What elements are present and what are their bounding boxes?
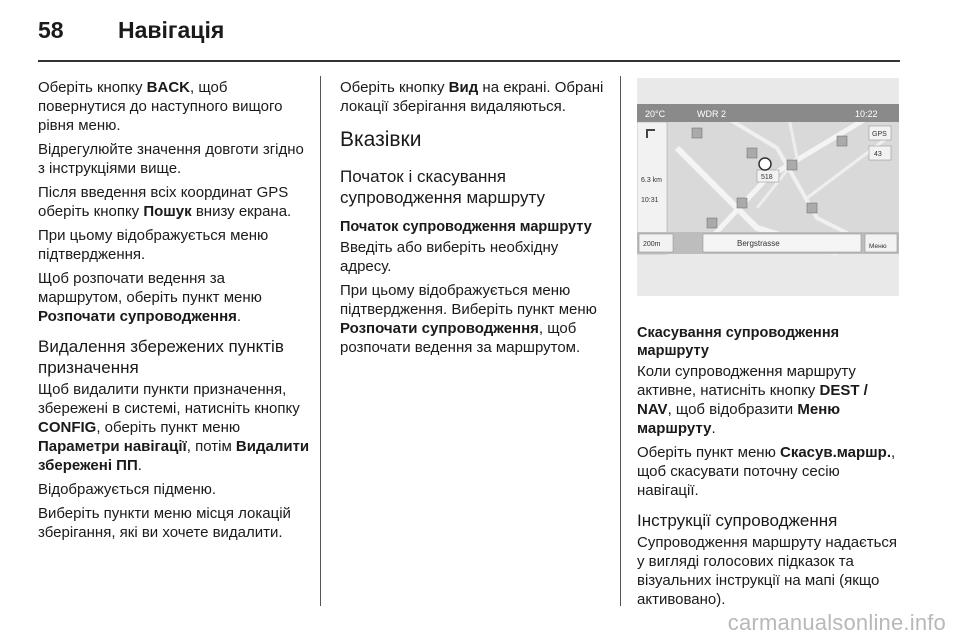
poi-icon [807, 203, 817, 213]
poi-icon [787, 160, 797, 170]
heading-cancel-guidance: Скасування супроводження маршруту [637, 325, 840, 359]
vehicle-position-icon [759, 158, 771, 170]
paragraph: Виберіть пункти меню місця локацій зберігання, які ви хочете видалити. [38, 505, 291, 541]
navigation-map-screenshot [637, 78, 899, 296]
header-rule [38, 60, 900, 62]
poi-icon [692, 128, 702, 138]
paragraph: Введіть або виберіть необхідну адресу. [340, 239, 559, 275]
paragraph: Щоб розпочати ведення за маршрутом, оберіть пункт меню Розпочати супроводження. [38, 270, 262, 325]
road-43-label: 43 [874, 151, 882, 158]
paragraph: Оберіть пункт меню Скасув.маршр., щоб скасувати поточну сесію навігації. [637, 444, 896, 499]
road-518-label: 518 [761, 174, 773, 181]
map-illustration [637, 78, 899, 296]
paragraph: При цьому відображується меню підтвердження. [38, 227, 269, 263]
map-menu-label: Меню [869, 243, 887, 250]
paragraph: Після введення всіх координат GPS оберіть кнопку Пошук внизу екрана. [38, 184, 292, 220]
street-name-box [703, 234, 861, 252]
paragraph: Відображується підменю. [38, 481, 217, 498]
street-name: Bergstrasse [737, 239, 780, 248]
column-2 [340, 78, 610, 362]
poi-icon [707, 218, 717, 228]
poi-icon [737, 198, 747, 208]
arrival-time-label: 10:31 [641, 197, 659, 204]
temperature-label: 20°C [645, 109, 666, 119]
column-1 [38, 78, 310, 547]
paragraph: Щоб видалити пункти призначення, збережені в системі, натисніть кнопку CONFIG, оберіть пункт меню Параметри навігації, потім Видалити збережені ПП. [38, 381, 310, 474]
watermark: carmanualsonline.info [727, 610, 946, 635]
gps-label: GPS [872, 131, 887, 138]
column-divider-2 [620, 76, 621, 606]
next-turn-distance: 200m [643, 241, 661, 248]
paragraph: Відрегулюйте значення довготи згідно з інструкціями вище. [38, 141, 304, 177]
heading-start-guidance: Початок супроводження маршруту [340, 219, 592, 235]
heading-guidance-instructions: Інструкції супроводження [637, 511, 838, 530]
page-title: Навігація [118, 17, 225, 43]
paragraph: Оберіть кнопку BACK, щоб повернутися до наступного вищого рівня меню. [38, 79, 283, 134]
page-number: 58 [38, 17, 64, 43]
paragraph: Коли супроводження маршруту активне, натисніть кнопку DEST / NAV, щоб відобразити Меню маршруту. [637, 363, 868, 437]
poi-icon [747, 148, 757, 158]
heading-start-cancel: Початок і скасування супроводження маршруту [340, 167, 545, 207]
distance-label: 6.3 km [641, 177, 663, 184]
clock-label: 10:22 [855, 109, 878, 119]
poi-icon [837, 136, 847, 146]
paragraph: Супроводження маршруту надається у вигляді голосових підказок та візуальних інструкції на мапі (якщо активовано). [637, 534, 898, 608]
heading-delete-destinations: Видалення збережених пунктів призначення [38, 337, 284, 377]
paragraph: При цьому відображується меню підтвердження. Виберіть пункт меню Розпочати супроводження, щоб розпочати ведення за маршрутом. [340, 282, 597, 356]
paragraph: Оберіть кнопку Вид на екрані. Обрані локації зберігання видаляються. [340, 79, 604, 115]
heading-guidance: Вказівки [340, 128, 422, 151]
column-divider-1 [320, 76, 321, 606]
station-label: WDR 2 [697, 109, 726, 119]
column-3 [637, 78, 905, 614]
